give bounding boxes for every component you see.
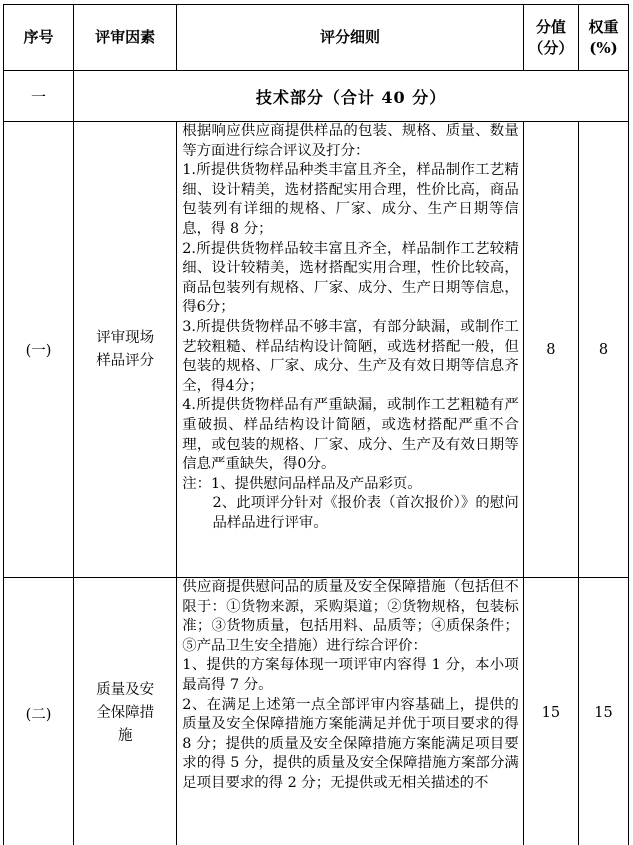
detail-note: 注：1、提供慰问品样品及产品彩页。 bbox=[182, 475, 422, 492]
detail-paragraph: 4.所提供货物样品有严重缺漏，或制作工艺粗糙有严重破损、样品结构设计简陋，或选材搭配严重不合理，或包装的规格、厂家、成分、生产及有效日期等信息严重缺失，得0分。 bbox=[182, 397, 519, 473]
row-factor bbox=[74, 122, 177, 578]
row-factor-line: 质量及安 bbox=[96, 681, 155, 698]
row-factor-line: 样品评分 bbox=[96, 352, 155, 369]
header-factor: 评审因素 bbox=[74, 5, 177, 71]
table-row bbox=[4, 122, 629, 578]
row-score: 8 bbox=[523, 122, 578, 578]
row-weight: 8 bbox=[578, 122, 628, 578]
header-detail: 评分细则 bbox=[177, 5, 524, 71]
row-factor-line: 评审现场 bbox=[96, 329, 155, 346]
detail-paragraph: 供应商提供慰问品的质量及安全保障措施（包括但不限于：①货物来源，采购渠道；②货物规格，包装标准；③货物质量，包括用料、品质等；④质保条件；⑤产品卫生安全措施）进行综合评价： bbox=[182, 579, 519, 654]
row-factor-line: 施 bbox=[117, 727, 133, 744]
row-factor bbox=[74, 578, 177, 845]
detail-paragraph: 1.所提供货物样品种类丰富且齐全，样品制作工艺精细、设计精美，选材搭配实用合理，性价比高，商品包装列有详细的规格、厂家、成分、生产日期等信息，得 8 分； bbox=[182, 162, 519, 237]
row-detail bbox=[177, 578, 524, 845]
row-index: (一) bbox=[4, 122, 74, 578]
row-detail bbox=[177, 122, 524, 578]
header-score-line2: （分） bbox=[528, 38, 574, 57]
header-weight bbox=[578, 5, 628, 71]
detail-paragraph: 1、提供的方案每体现一项评审内容得 1 分，本小项最高得 7 分。 bbox=[182, 657, 519, 693]
table-header-row bbox=[4, 5, 629, 71]
header-score bbox=[523, 5, 578, 71]
detail-paragraph: 2、在满足上述第一点全部评审内容基础上，提供的质量及安全保障措施方案能满足并优于项目要求的得 8 分；提供的质量及安全保障措施方案能满足项目要求的得 5 分，提供的质量及安全保障措施方案部分满足项目要求的得 2 分；无提供或无相关描述的不 bbox=[182, 696, 519, 791]
header-index: 序号 bbox=[4, 5, 74, 71]
detail-paragraph: 2.所提供货物样品较丰富且齐全，样品制作工艺较精细、设计较精美，选材搭配实用合理，性价比较高，商品包装列有规格、厂家、成分、生产日期等信息，得6分； bbox=[182, 240, 519, 316]
section-title: 技术部分（合计 40 分） bbox=[74, 71, 629, 122]
header-weight-line1: 权重 bbox=[588, 17, 619, 36]
detail-note: 2、此项评分针对《报价表（首次报价）》的慰问品样品进行评审。 bbox=[212, 495, 519, 531]
detail-paragraph: 3.所提供货物样品不够丰富，有部分缺漏，或制作工艺较粗糙、样品结构设计简陋，或选材搭配一般，但包装的规格、厂家、成分、生产及有效日期等信息齐全，得4分； bbox=[182, 318, 519, 394]
row-index: (二) bbox=[4, 578, 74, 845]
row-weight: 15 bbox=[578, 578, 628, 845]
header-weight-line2: (%) bbox=[589, 38, 618, 57]
detail-paragraph: 根据响应供应商提供样品的包装、规格、质量、数量等方面进行综合评议及打分： bbox=[182, 123, 519, 159]
section-row bbox=[4, 71, 629, 122]
row-factor-line: 全保障措 bbox=[96, 704, 155, 721]
section-index: 一 bbox=[4, 71, 74, 122]
header-score-line1: 分值 bbox=[535, 17, 566, 36]
row-score: 15 bbox=[523, 578, 578, 845]
scoring-table bbox=[3, 4, 629, 845]
table-row bbox=[4, 578, 629, 845]
